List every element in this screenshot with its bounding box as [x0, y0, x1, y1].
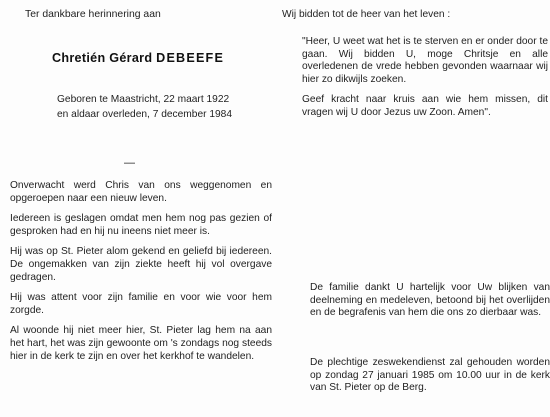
- paragraph-2: Iedereen is geslagen omdat men hem nog pas gezien of gesproken had en hij nu ineens niet meer is.: [10, 213, 272, 237]
- paragraph-5: Al woonde hij niet meer hier, St. Pieter lag hem na aan het hart, het was zijn gewoonte om 's zondags nog steeds hier in de kerk te zijn en over het kerkhof te wandelen.: [10, 325, 272, 362]
- separator-dash: —: [124, 157, 135, 169]
- death-line: en aldaar overleden, 7 december 1984: [57, 108, 233, 120]
- left-column: [10, 9, 270, 22]
- mass-text: De plechtige zeswekendienst zal gehouden worden op zondag 27 januari 1985 om 10.00 uur in de kerk van St. Pieter op de Berg.: [310, 357, 550, 394]
- thanks-block: [310, 282, 550, 320]
- birth-death-info: [57, 93, 277, 122]
- prayer-paragraph-1: "Heer, U weet wat het is te sterven en er onder door te gaan. Wij bidden U, moge Chritsje en alle overledenen de vrede hebben gevonden waarnaar wij hier zo dikwijls zoeken.: [302, 36, 548, 85]
- thanks-text: De familie dankt U hartelijk voor Uw blijken van deelneming en medeleven, betoond bij het overlijden en de begrafenis van hem die ons zo dierbaar was.: [310, 282, 550, 319]
- surname: DEBEEFE: [156, 51, 225, 65]
- prayer-block: [302, 36, 548, 120]
- right-column: [282, 9, 544, 22]
- deceased-name: [0, 52, 276, 65]
- left-body-text: [10, 180, 272, 363]
- paragraph-4: Hij was attent voor zijn familie en voor wie voor hem zorgde.: [10, 292, 272, 316]
- intro-text: Ter dankbare herinnering aan: [25, 9, 161, 20]
- first-names: Chretién Gérard: [51, 51, 153, 65]
- prayer-intro: Wij bidden tot de heer van het leven :: [282, 9, 451, 20]
- birth-line: Geboren te Maastricht, 22 maart 1922: [57, 94, 230, 105]
- paragraph-1: Onverwacht werd Chris van ons weggenomen en opgeroepen naar een nieuw leven.: [10, 180, 272, 204]
- paragraph-3: Hij was op St. Pieter alom gekend en geliefd bij iedereen. De ongemakken van zijn ziekte heeft hij vol overgave gedragen.: [10, 246, 272, 283]
- prayer-paragraph-2: Geef kracht naar kruis aan wie hem missen, dit vragen wij U door Jezus uw Zoon. Amen".: [302, 94, 548, 118]
- mass-announcement: [310, 357, 550, 395]
